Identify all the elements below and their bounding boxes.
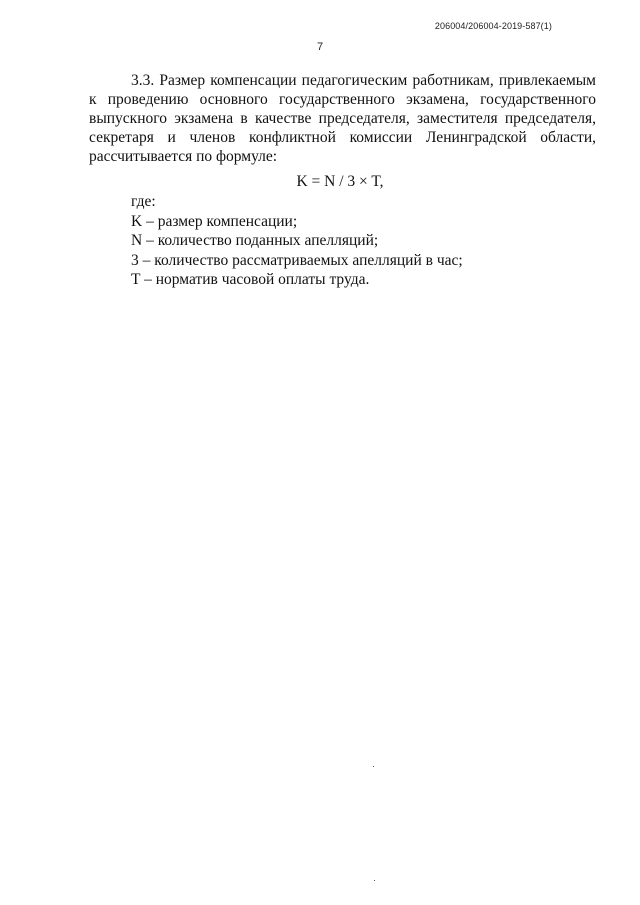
scan-speck [373, 766, 374, 767]
legend-item: N – количество поданных апелляций; [131, 232, 379, 249]
scan-speck [374, 880, 375, 881]
paragraph-line: выпускного экзамена в качестве председателя, заместителя председателя, [89, 110, 596, 127]
paragraph-3-3 [89, 71, 596, 166]
paragraph-line: к проведению основного государственного экзамена, государственного [89, 91, 596, 108]
legend-item: K – размер компенсации; [131, 212, 298, 230]
page-number: 7 [316, 41, 324, 53]
paragraph-line: 3.3. Размер компенсации педагогическим работникам, привлекаемым [131, 72, 596, 89]
formula: K = N / 3 × T, [296, 173, 384, 190]
legend-intro: где: [131, 193, 156, 210]
legend-item: 3 – количество рассматриваемых апелляций в час; [131, 251, 463, 269]
paragraph-line: секретаря и членов конфликтной комиссии Ленинградской области, [89, 129, 596, 146]
document-id: 206004/206004-2019-587(1) [434, 21, 552, 31]
legend-item: T – норматив часовой оплаты труда. [131, 271, 370, 288]
paragraph-line: рассчитывается по формуле: [89, 148, 278, 165]
formula-legend [131, 192, 463, 290]
